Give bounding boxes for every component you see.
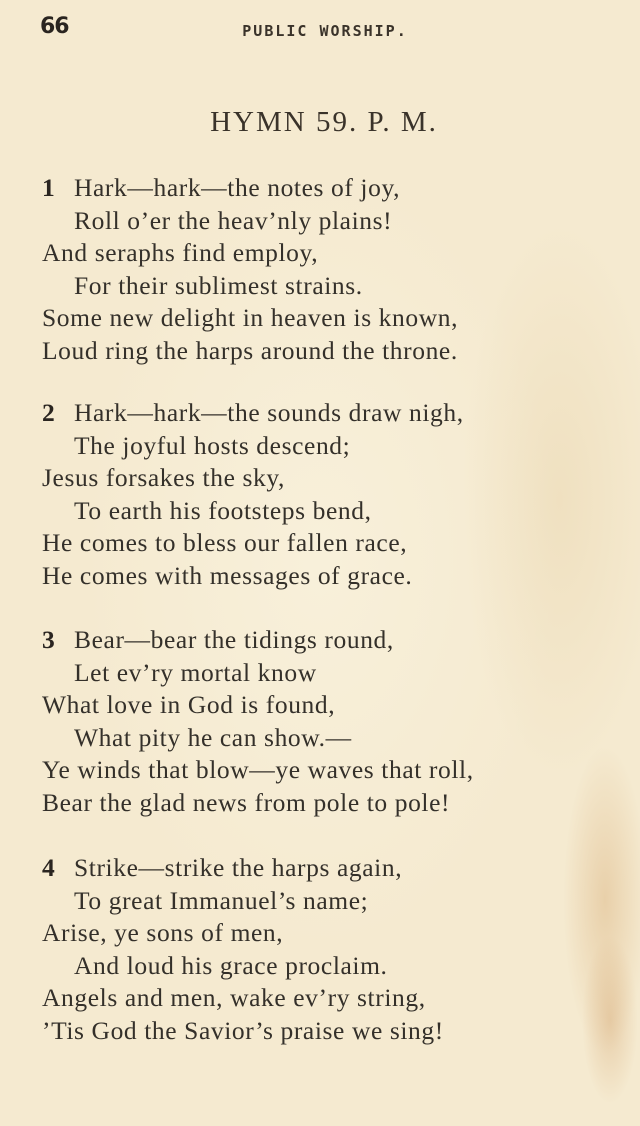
- verse-line: 3 Bear—bear the tidings round,: [42, 624, 622, 657]
- stanza-number: 4: [42, 853, 56, 882]
- verse-line: To great Immanuel’s name;: [74, 885, 369, 915]
- verse-line: He comes with messages of grace.: [42, 560, 413, 590]
- verse-line: Angels and men, wake ev’ry string,: [42, 983, 426, 1012]
- stanza-number: 1: [42, 173, 56, 202]
- verse-line: Ye winds that blow—ye waves that roll,: [42, 755, 474, 784]
- verse-line: 1 Hark—hark—the notes of joy,: [42, 172, 622, 205]
- stanza-number: 2: [42, 398, 56, 427]
- verse-line: Let ev’ry mortal know: [74, 657, 317, 687]
- running-head: PUBLIC WORSHIP.: [242, 22, 408, 40]
- verse-line: ’Tis God the Savior’s praise we sing!: [42, 1015, 444, 1045]
- verse-line: Loud ring the harps around the throne.: [42, 335, 458, 365]
- stanza-1: [42, 172, 622, 367]
- verse-line: Arise, ye sons of men,: [42, 918, 284, 947]
- verse-line: To earth his footsteps bend,: [74, 495, 372, 525]
- verse-line: For their sublimest strains.: [74, 270, 363, 300]
- hymn-title: HYMN 59. P. M.: [210, 106, 438, 138]
- stanza-2: [42, 397, 622, 592]
- stanza-4: [42, 852, 622, 1047]
- verse-line: Bear the glad news from pole to pole!: [42, 787, 451, 817]
- verse-line: The joyful hosts descend;: [74, 430, 351, 460]
- verse-line: Some new delight in heaven is known,: [42, 303, 459, 332]
- stanza-3: [42, 624, 622, 819]
- verse-line: He comes to bless our fallen race,: [42, 528, 408, 557]
- verse-line: Jesus forsakes the sky,: [42, 463, 286, 492]
- verse-line: 2 Hark—hark—the sounds draw nigh,: [42, 397, 622, 430]
- verse-line: And seraphs find employ,: [42, 238, 319, 267]
- verse-line: And loud his grace proclaim.: [74, 950, 388, 980]
- verse-line: Roll o’er the heav’nly plains!: [74, 205, 393, 235]
- stanza-number: 3: [42, 625, 56, 654]
- verse-line: What pity he can show.—: [74, 722, 352, 752]
- verse-line: 4 Strike—strike the harps again,: [42, 852, 622, 885]
- page-number: 66: [40, 14, 69, 39]
- verse-line: What love in God is found,: [42, 690, 336, 719]
